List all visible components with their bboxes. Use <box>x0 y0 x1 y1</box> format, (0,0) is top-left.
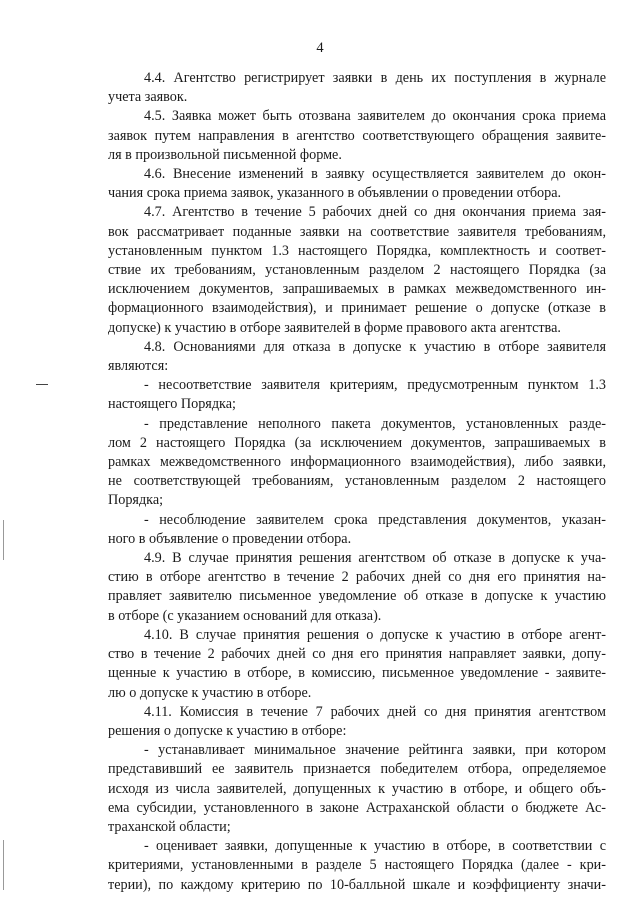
text-line: терии), по каждому критерию по 10-балльной шкале и коэффициенту значи- <box>108 876 606 893</box>
margin-mark <box>36 384 48 385</box>
text-line: заявок путем направления в агентство соответствующего обращения заявите- <box>108 127 606 144</box>
text-line: в отборе (с указанием оснований для отказа). <box>108 607 382 624</box>
text-line: ного в объявление о проведении отбора. <box>108 530 352 547</box>
text-line: не соответствующей требованиям, установленным разделом 2 настоящего <box>108 473 606 490</box>
text-line: являются: <box>108 358 169 375</box>
text-line: критериями, установленными в разделе 5 настоящего Порядка (далее - кри- <box>108 857 606 874</box>
text-line: щенные к участию в отборе, в комиссию, письменное уведомление - заявите- <box>108 665 606 682</box>
text-line: ство в течение 2 рабочих дней со дня его принятия направляет заявки, допу- <box>108 646 606 663</box>
text-line: 4.8. Основаниями для отказа в допуске к участию в отборе заявителя <box>144 338 606 355</box>
text-line: формационного взаимодействия), и принимает решение о допуске (отказе в <box>108 300 606 317</box>
text-line: 4.6. Внесение изменений в заявку осуществляется заявителем до окон- <box>144 166 606 183</box>
text-line: 4.11. Комиссия в течение 7 рабочих дней со дня принятия агентством <box>144 703 606 720</box>
text-line: лю о допуске к участию в отборе. <box>108 684 312 701</box>
text-line: 4.9. В случае принятия решения агентством об отказе в допуске к уча- <box>144 550 606 567</box>
text-line: стию в отборе агентство в течение 2 рабочих дней со дня его принятия на- <box>108 569 606 586</box>
text-line: правляет заявителю письменное уведомление об отказе в допуске к участию <box>108 588 606 605</box>
text-line: - оценивает заявки, допущенные к участию в отборе, в соответствии с <box>144 838 606 855</box>
text-line: рамках межведомственного информационного взаимодействия), либо заявки, <box>108 454 606 471</box>
text-line: вок рассматривает поданные заявки на соответствие заявителя требованиям, <box>108 223 606 240</box>
document-body <box>108 69 606 895</box>
text-line: ля в произвольной письменной форме. <box>108 146 342 163</box>
text-line: - устанавливает минимальное значение рейтинга заявки, при котором <box>144 742 606 759</box>
text-line: допуске) к участию в отборе заявителей в форме правового акта агентства. <box>108 319 561 336</box>
text-line: 4.7. Агентство в течение 5 рабочих дней со дня окончания приема зая- <box>144 204 606 221</box>
text-line: 4.5. Заявка может быть отозвана заявителем до окончания срока приема <box>144 108 606 125</box>
text-line: - несоответствие заявителя критериям, предусмотренным пунктом 1.3 <box>144 377 606 394</box>
text-line: решения о допуске к участию в отборе: <box>108 722 347 739</box>
scan-edge-mark <box>3 520 4 560</box>
text-line: ема субсидии, установленного в законе Астраханской области о бюджете Ас- <box>108 799 606 816</box>
text-line: ствие их требованиям, установленным разделом 2 настоящего Порядка (за <box>108 262 606 279</box>
text-line: установленным пунктом 1.3 настоящего Порядка, комплектность и соответ- <box>108 242 606 259</box>
text-line: представивший ее заявитель признается победителем отбора, определяемое <box>108 761 606 778</box>
text-line: лом 2 настоящего Порядка (за исключением документов, запрашиваемых в <box>108 434 606 451</box>
text-line: 4.10. В случае принятия решения о допуске к участию в отборе агент- <box>144 626 606 643</box>
text-line: 4.4. Агентство регистрирует заявки в день их поступления в журнале <box>144 70 606 86</box>
text-line: - несоблюдение заявителем срока представления документов, указан- <box>144 511 606 528</box>
scan-edge-mark <box>3 840 4 890</box>
page-number: 4 <box>316 40 324 56</box>
text-line: чания срока приема заявок, указанного в объявлении о проведении отбора. <box>108 185 562 202</box>
text-line: траханской области; <box>108 818 231 835</box>
text-line: настоящего Порядка; <box>108 396 236 413</box>
text-line: учета заявок. <box>108 89 188 106</box>
text-line: - представление неполного пакета документов, установленных разде- <box>144 415 606 432</box>
text-line: Порядка; <box>108 492 164 509</box>
text-line: исходя из числа заявителей, допущенных к участию в отборе, и общего объ- <box>108 780 606 797</box>
text-line: исключением документов, запрашиваемых в рамках межведомственного ин- <box>108 281 606 298</box>
